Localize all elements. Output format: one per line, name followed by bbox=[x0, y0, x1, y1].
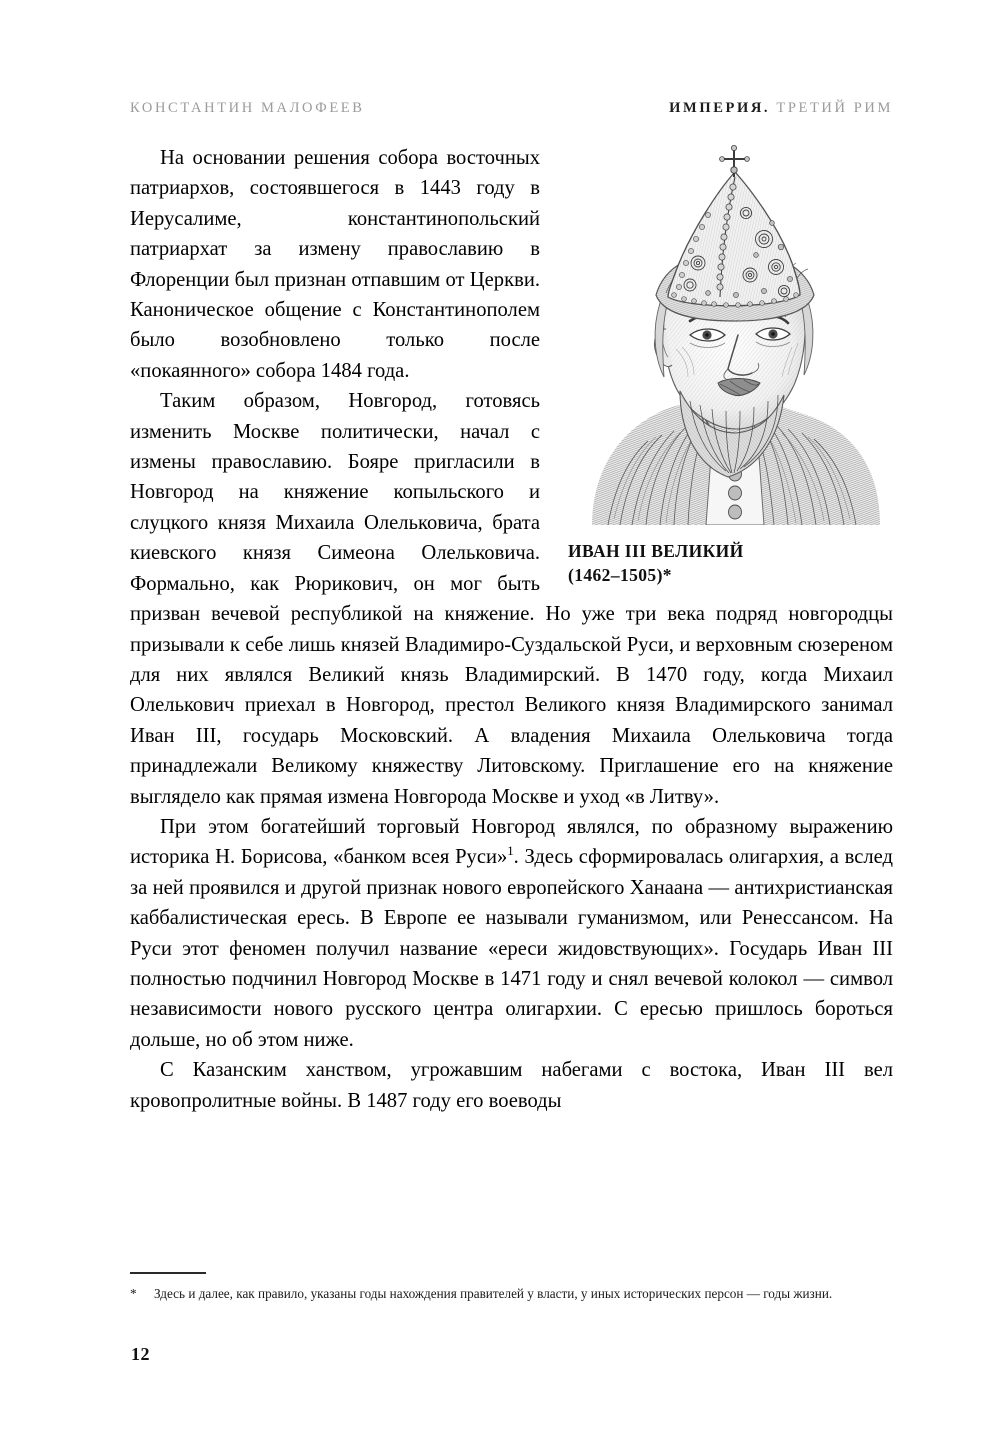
paragraph-3-before-ref: При этом богатейший торговый Новгород являлся, по образному выражению историка Н. Борисова, «банком всея Руси» bbox=[130, 815, 893, 869]
running-head-title bbox=[669, 100, 893, 117]
paragraph-1: На основании решения собора восточных патриархов, состоявшегося в 1443 году в Иерусалиме, константинопольский патриархат за измену православию в Флоренции был признан отпавшим от Церкви. Каноническое общение с Константинополем было возобновлено только после «покаянного» собора 1484 года. bbox=[130, 147, 540, 382]
running-head-book-subtitle: ТРЕТИЙ РИМ bbox=[776, 100, 893, 116]
paragraph-3-after-ref: . Здесь сформировалась олигархия, а вслед за ней проявился и другой признак нового европейского Ханаана — антихристианская каббалистическая ересь. В Европе ее называли гуманизмом, или Ренессансом. На Руси этот феномен получил название «ереси жидовствующих». Государь Иван III полностью подчинил Новгород Москве в 1471 году и снял вечевой колокол — символ независимости нового русского центра олигархии. С ересью пришлось бороться дольше, но об этом ниже. bbox=[130, 846, 893, 1051]
figure-caption-name: ИВАН III ВЕЛИКИЙ bbox=[568, 541, 744, 561]
footnote-text: Здесь и далее, как правило, указаны годы нахождения правителей у власти, у иных исторических персон — годы жизни. bbox=[154, 1286, 833, 1301]
footnote-area bbox=[130, 1272, 895, 1304]
paragraph-3 bbox=[130, 812, 893, 1055]
running-head-book-title: ИМПЕРИЯ. bbox=[669, 100, 771, 116]
figure-ivan-iii bbox=[568, 143, 893, 587]
text-body bbox=[130, 143, 893, 1116]
paragraph-4: С Казанским ханством, угрожавшим набегами с востока, Иван III вел кровопролитные войны. В 1487 году его воеводы bbox=[130, 1059, 893, 1112]
footnote-reference-1[interactable]: 1 bbox=[507, 844, 514, 859]
figure-caption bbox=[568, 539, 893, 587]
paragraph-2: Таким образом, Новгород, готовясь изменить Москве политически, начал с измены православию. Бояре пригласили в Новгород на княжение копыльского и слуцкого князя Михаила Олельковича, брата киевского князя Симеона Олельковича. Формально, как Рюрикович, он мог быть призван вечевой республикой на княжение. Но уже три века подряд новгородцы призывали к себе лишь князей Владимиро-Суздальской Руси, и верховным сюзереном для них являлся Великий князь Владимирский. В 1470 году, когда Михаил Олелькович приехал в Новгород, престол Великого князя Владимирского занимал Иван III, государь Московский. А владения Михаила Олельковича тогда принадлежали Великому княжеству Литовскому. Приглашение его на княжение выглядело как прямая измена Новгорода Москве и уход «в Литву». bbox=[130, 390, 893, 808]
footnote-separator-rule bbox=[130, 1272, 206, 1274]
footnote-item bbox=[130, 1284, 895, 1304]
running-head bbox=[130, 100, 893, 124]
portrait-illustration bbox=[568, 143, 893, 525]
figure-caption-dates: (1462–1505)* bbox=[568, 565, 672, 585]
running-head-author: КОНСТАНТИН МАЛОФЕЕВ bbox=[130, 100, 365, 116]
page-number: 12 bbox=[131, 1344, 150, 1364]
footnote-marker: * bbox=[130, 1286, 137, 1301]
